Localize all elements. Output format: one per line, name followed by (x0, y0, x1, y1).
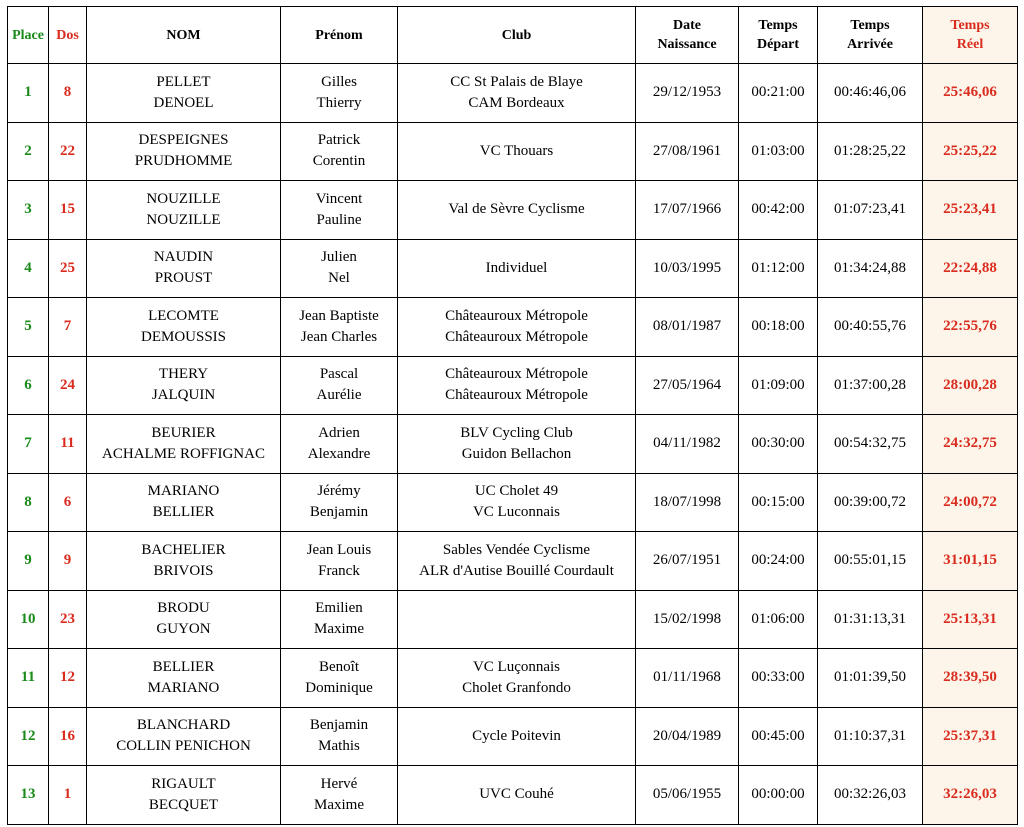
prenom-cell-line: Vincent (315, 190, 363, 207)
prenom-cell-line: Corentin (312, 153, 366, 170)
naissance-cell: 29/12/1953 (636, 64, 739, 123)
place-cell: 7 (8, 415, 49, 474)
reel-cell: 31:01,15 (923, 532, 1018, 591)
arrivee-cell: 01:37:00,28 (818, 356, 923, 415)
club-cell (398, 649, 636, 708)
arrivee-cell: 01:28:25,22 (818, 122, 923, 181)
club-cell (398, 590, 636, 649)
club-cell-line: CAM Bordeaux (468, 94, 565, 111)
club-cell-line: UVC Couhé (479, 786, 554, 803)
prenom-cell-line: Jean Louis (306, 541, 372, 558)
dos-cell: 11 (49, 415, 87, 474)
place-cell: 3 (8, 181, 49, 240)
nom-cell-line: PROUST (154, 270, 213, 287)
place-cell: 12 (8, 707, 49, 766)
reel-cell: 22:55,76 (923, 298, 1018, 357)
dos-cell: 22 (49, 122, 87, 181)
prenom-cell-line: Jean Charles (300, 328, 378, 345)
club-cell-line: VC Thouars (479, 142, 554, 159)
table-row (8, 532, 1018, 591)
club-cell-line: Individuel (485, 259, 548, 276)
prenom-cell-line: Jean Baptiste (299, 307, 379, 324)
prenom-cell-line: Jérémy (317, 483, 361, 500)
club-cell-line: Sables Vendée Cyclisme (442, 541, 591, 558)
club-cell (398, 181, 636, 240)
depart-cell: 00:21:00 (739, 64, 818, 123)
table-row (8, 239, 1018, 298)
header-depart-line2: Départ (757, 37, 799, 52)
club-cell-line: Châteauroux Métropole (445, 328, 588, 345)
table-row (8, 122, 1018, 181)
header-reel-line2: Réel (956, 37, 984, 52)
nom-cell (87, 122, 281, 181)
header-arrivee (818, 7, 923, 64)
club-cell-line: Guidon Bellachon (461, 445, 572, 462)
nom-cell-line: GUYON (156, 621, 211, 638)
depart-cell: 00:18:00 (739, 298, 818, 357)
prenom-cell-line: Patrick (317, 132, 361, 149)
depart-cell: 00:15:00 (739, 473, 818, 532)
prenom-cell-line: Maxime (314, 796, 364, 813)
dos-cell: 24 (49, 356, 87, 415)
table-row (8, 356, 1018, 415)
club-cell (398, 766, 636, 825)
prenom-cell-line: Benjamin (309, 504, 369, 521)
dos-cell: 9 (49, 532, 87, 591)
nom-cell-line: RIGAULT (151, 775, 216, 792)
prenom-cell-line: Dominique (305, 679, 373, 696)
arrivee-cell: 00:32:26,03 (818, 766, 923, 825)
arrivee-cell: 00:39:00,72 (818, 473, 923, 532)
club-cell (398, 356, 636, 415)
nom-cell-line: MARIANO (147, 483, 220, 500)
place-cell: 11 (8, 649, 49, 708)
nom-cell (87, 415, 281, 474)
club-cell-line: BLV Cycling Club (460, 424, 573, 441)
dos-cell: 23 (49, 590, 87, 649)
table-row (8, 64, 1018, 123)
depart-cell: 00:45:00 (739, 707, 818, 766)
nom-cell (87, 532, 281, 591)
nom-cell-line: BECQUET (148, 796, 219, 813)
prenom-cell-line: Emilien (315, 600, 363, 617)
place-cell: 13 (8, 766, 49, 825)
prenom-cell-line: Adrien (318, 424, 360, 441)
naissance-cell: 05/06/1955 (636, 766, 739, 825)
prenom-cell-line: Mathis (318, 738, 360, 755)
depart-cell: 01:03:00 (739, 122, 818, 181)
naissance-cell: 10/03/1995 (636, 239, 739, 298)
prenom-cell (281, 415, 398, 474)
reel-cell: 32:26,03 (923, 766, 1018, 825)
prenom-cell-line: Thierry (316, 94, 362, 111)
naissance-cell: 27/05/1964 (636, 356, 739, 415)
nom-cell-line: DEMOUSSIS (140, 328, 227, 345)
place-cell: 2 (8, 122, 49, 181)
arrivee-cell: 01:10:37,31 (818, 707, 923, 766)
prenom-cell-line: Hervé (320, 775, 358, 792)
header-reel-line1: Temps (950, 18, 990, 33)
nom-cell (87, 356, 281, 415)
club-cell-line: Châteauroux Métropole (445, 387, 588, 404)
prenom-cell (281, 122, 398, 181)
reel-cell: 24:00,72 (923, 473, 1018, 532)
dos-cell: 6 (49, 473, 87, 532)
nom-cell (87, 649, 281, 708)
dos-cell: 1 (49, 766, 87, 825)
dos-cell: 25 (49, 239, 87, 298)
prenom-cell-line: Julien (321, 249, 357, 266)
header-place: Place (8, 7, 49, 64)
naissance-cell: 15/02/1998 (636, 590, 739, 649)
place-cell: 10 (8, 590, 49, 649)
club-cell-line: Châteauroux Métropole (445, 307, 588, 324)
nom-cell-line: BRIVOIS (153, 562, 214, 579)
prenom-cell (281, 298, 398, 357)
depart-cell: 00:00:00 (739, 766, 818, 825)
header-naissance-line2: Naissance (657, 37, 717, 52)
nom-cell-line: MARIANO (147, 679, 220, 696)
nom-cell-line: BELLIER (152, 658, 215, 675)
club-cell (398, 532, 636, 591)
table-row (8, 766, 1018, 825)
reel-cell: 25:25,22 (923, 122, 1018, 181)
prenom-cell-line: Franck (318, 562, 360, 579)
reel-cell: 25:46,06 (923, 64, 1018, 123)
nom-cell (87, 766, 281, 825)
depart-cell: 01:12:00 (739, 239, 818, 298)
club-cell-line: VC Luconnais (472, 504, 561, 521)
depart-cell: 00:30:00 (739, 415, 818, 474)
header-reel (923, 7, 1018, 64)
club-cell (398, 707, 636, 766)
depart-cell: 00:24:00 (739, 532, 818, 591)
prenom-cell-line: Alexandre (307, 445, 371, 462)
club-cell-line: Châteauroux Métropole (445, 366, 588, 383)
naissance-cell: 18/07/1998 (636, 473, 739, 532)
club-cell (398, 473, 636, 532)
nom-cell (87, 64, 281, 123)
prenom-cell (281, 239, 398, 298)
header-arrivee-line2: Arrivée (847, 37, 893, 52)
reel-cell: 22:24,88 (923, 239, 1018, 298)
prenom-cell (281, 181, 398, 240)
table-row (8, 473, 1018, 532)
reel-cell: 25:23,41 (923, 181, 1018, 240)
arrivee-cell: 01:31:13,31 (818, 590, 923, 649)
arrivee-cell: 00:46:46,06 (818, 64, 923, 123)
reel-cell: 28:39,50 (923, 649, 1018, 708)
reel-cell: 24:32,75 (923, 415, 1018, 474)
reel-cell: 25:37,31 (923, 707, 1018, 766)
depart-cell: 00:33:00 (739, 649, 818, 708)
prenom-cell-line: Aurélie (316, 387, 362, 404)
nom-cell-line: LECOMTE (148, 307, 219, 324)
club-cell-line: Cholet Granfondo (462, 679, 571, 696)
dos-cell: 12 (49, 649, 87, 708)
header-arrivee-line1: Temps (850, 18, 890, 33)
naissance-cell: 26/07/1951 (636, 532, 739, 591)
results-table (7, 6, 1018, 825)
nom-cell-line: BELLIER (152, 504, 215, 521)
dos-cell: 15 (49, 181, 87, 240)
nom-cell (87, 473, 281, 532)
club-cell-line: CC St Palais de Blaye (450, 73, 583, 90)
nom-cell (87, 707, 281, 766)
naissance-cell: 04/11/1982 (636, 415, 739, 474)
nom-cell-line: COLLIN PENICHON (116, 738, 251, 755)
header-naissance (636, 7, 739, 64)
prenom-cell-line: Pascal (319, 366, 359, 383)
nom-cell-line: NOUZILLE (146, 190, 221, 207)
naissance-cell: 08/01/1987 (636, 298, 739, 357)
prenom-cell-line: Gilles (321, 73, 357, 90)
prenom-cell-line: Maxime (314, 621, 364, 638)
header-dos: Dos (49, 7, 87, 64)
header-row (8, 7, 1018, 64)
table-row (8, 181, 1018, 240)
club-cell (398, 298, 636, 357)
dos-cell: 8 (49, 64, 87, 123)
prenom-cell (281, 766, 398, 825)
header-nom: NOM (87, 7, 281, 64)
arrivee-cell: 00:55:01,15 (818, 532, 923, 591)
prenom-cell (281, 707, 398, 766)
header-naissance-line1: Date (673, 18, 701, 33)
nom-cell-line: NOUZILLE (146, 211, 221, 228)
prenom-cell (281, 532, 398, 591)
header-club: Club (398, 7, 636, 64)
table-row (8, 649, 1018, 708)
prenom-cell (281, 356, 398, 415)
naissance-cell: 27/08/1961 (636, 122, 739, 181)
nom-cell-line: JALQUIN (151, 387, 216, 404)
club-cell (398, 122, 636, 181)
nom-cell-line: ACHALME ROFFIGNAC (102, 445, 265, 462)
table-row (8, 707, 1018, 766)
nom-cell-line: PRUDHOMME (134, 153, 233, 170)
arrivee-cell: 01:01:39,50 (818, 649, 923, 708)
naissance-cell: 17/07/1966 (636, 181, 739, 240)
nom-cell-line: BLANCHARD (136, 717, 231, 734)
place-cell: 8 (8, 473, 49, 532)
naissance-cell: 20/04/1989 (636, 707, 739, 766)
prenom-cell-line: Benoît (319, 658, 359, 675)
nom-cell-line: DESPEIGNES (138, 132, 229, 149)
header-depart (739, 7, 818, 64)
table-row (8, 298, 1018, 357)
prenom-cell (281, 649, 398, 708)
arrivee-cell: 01:34:24,88 (818, 239, 923, 298)
dos-cell: 16 (49, 707, 87, 766)
prenom-cell (281, 64, 398, 123)
arrivee-cell: 00:40:55,76 (818, 298, 923, 357)
dos-cell: 7 (49, 298, 87, 357)
nom-cell (87, 590, 281, 649)
place-cell: 5 (8, 298, 49, 357)
reel-cell: 28:00,28 (923, 356, 1018, 415)
club-cell (398, 239, 636, 298)
nom-cell-line: THERY (158, 366, 209, 383)
nom-cell-line: BACHELIER (141, 541, 226, 558)
nom-cell (87, 181, 281, 240)
nom-cell (87, 298, 281, 357)
nom-cell-line: DENOEL (153, 94, 214, 111)
nom-cell-line: BEURIER (151, 424, 216, 441)
club-cell-line: Cycle Poitevin (472, 727, 561, 744)
prenom-cell (281, 590, 398, 649)
arrivee-cell: 01:07:23,41 (818, 181, 923, 240)
club-cell (398, 415, 636, 474)
depart-cell: 01:09:00 (739, 356, 818, 415)
place-cell: 4 (8, 239, 49, 298)
nom-cell-line: BRODU (157, 600, 210, 617)
club-cell-line: ALR d'Autise Bouillé Courdault (419, 562, 614, 579)
table-row (8, 415, 1018, 474)
place-cell: 6 (8, 356, 49, 415)
depart-cell: 00:42:00 (739, 181, 818, 240)
prenom-cell-line: Benjamin (309, 717, 369, 734)
nom-cell-line: NAUDIN (153, 249, 214, 266)
header-prenom: Prénom (281, 7, 398, 64)
prenom-cell-line: Pauline (316, 211, 362, 228)
arrivee-cell: 00:54:32,75 (818, 415, 923, 474)
nom-cell (87, 239, 281, 298)
naissance-cell: 01/11/1968 (636, 649, 739, 708)
club-cell-line: VC Luçonnais (472, 658, 561, 675)
club-cell-line: Val de Sèvre Cyclisme (448, 201, 585, 218)
place-cell: 9 (8, 532, 49, 591)
prenom-cell (281, 473, 398, 532)
header-depart-line1: Temps (758, 18, 798, 33)
depart-cell: 01:06:00 (739, 590, 818, 649)
reel-cell: 25:13,31 (923, 590, 1018, 649)
prenom-cell-line: Nel (328, 270, 350, 287)
place-cell: 1 (8, 64, 49, 123)
club-cell-line: UC Cholet 49 (474, 483, 559, 500)
nom-cell-line: PELLET (156, 73, 211, 90)
club-cell (398, 64, 636, 123)
table-row (8, 590, 1018, 649)
